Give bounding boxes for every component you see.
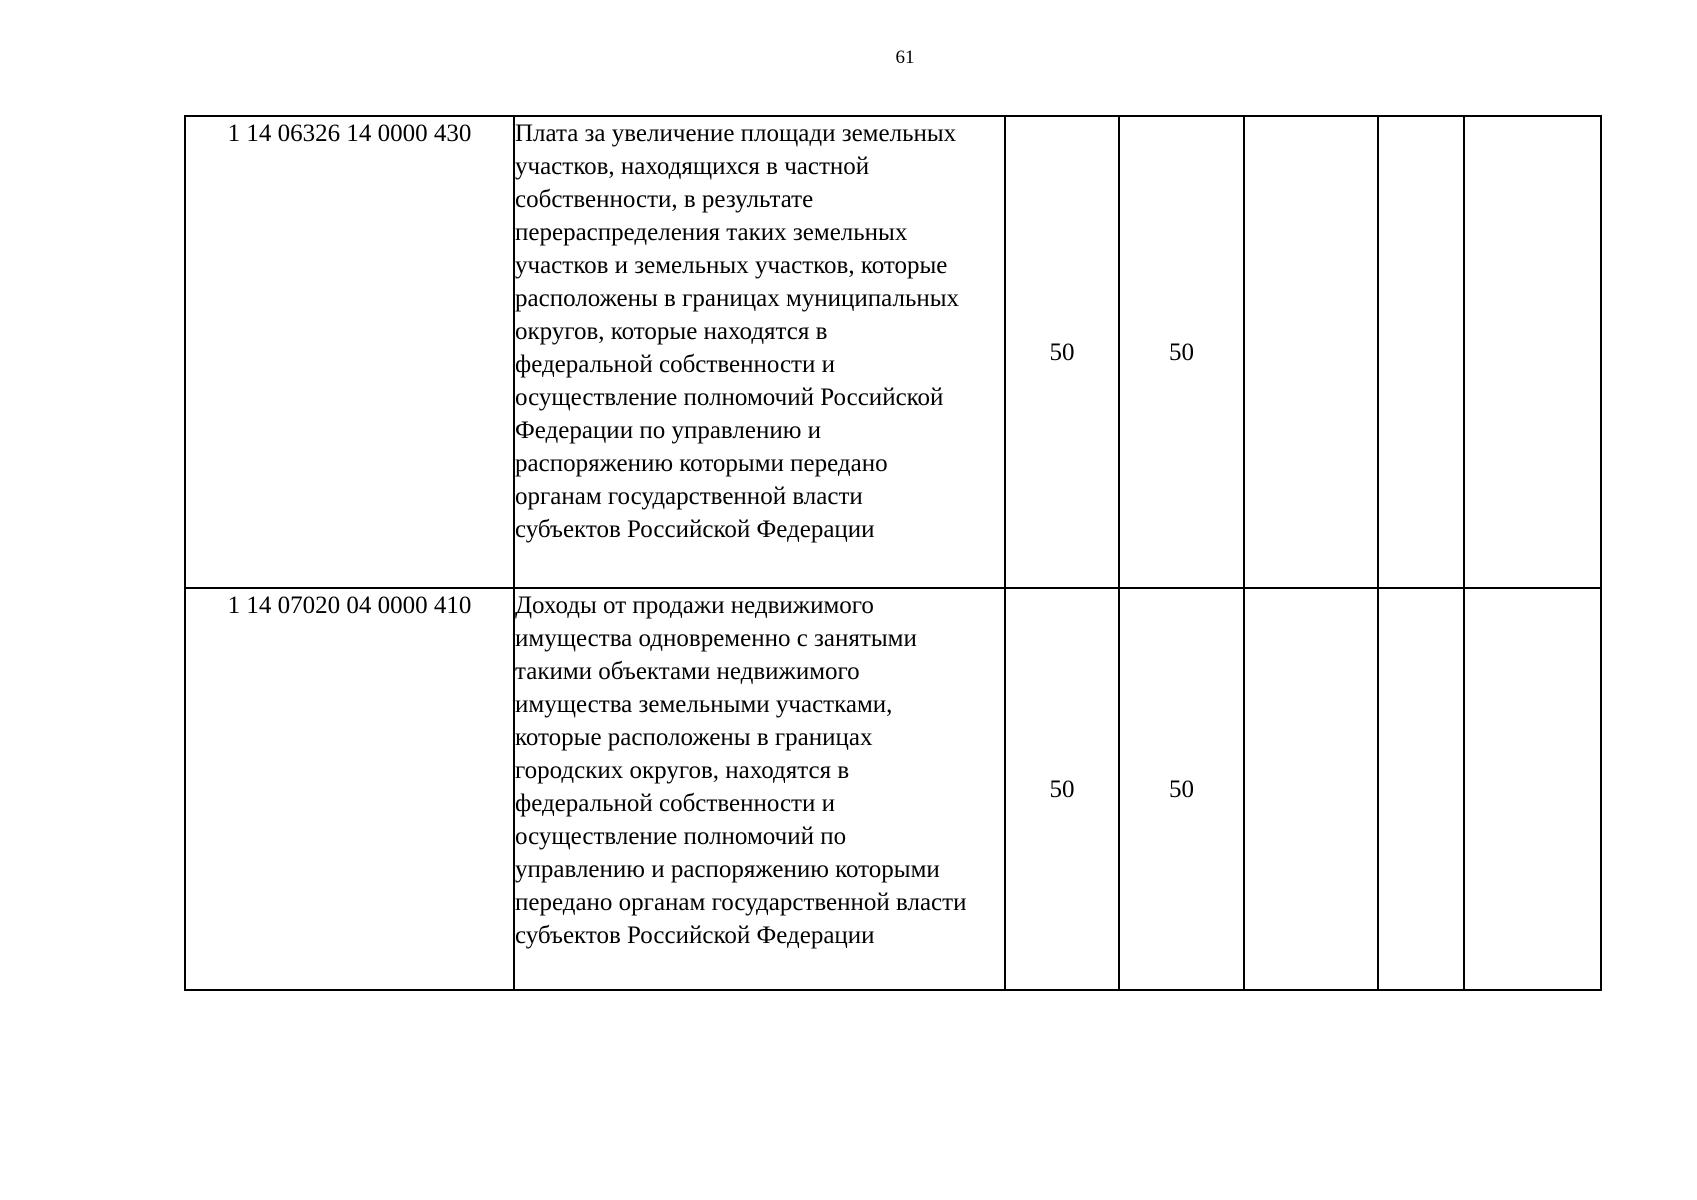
revenue-name-text: Плата за увеличение площади земельных участков, находящихся в частной собственности, в результате перераспределения таких земельных участков и земельных участков, которые расположены в границах муниципальных округов, которые находятся в федеральной собственности и осуществление полномочий Российской Федерации по управлению и распоряжению которыми передано органам государственной власти субъектов Российской Федерации <box>515 120 960 543</box>
value-cell-3 <box>1244 116 1378 588</box>
value-cell-2: 50 <box>1119 116 1244 588</box>
revenue-code-cell: 1 14 07020 04 0000 410 <box>185 588 514 990</box>
value-cell-2: 50 <box>1119 588 1244 990</box>
revenue-name-cell <box>514 588 1005 990</box>
revenue-distribution-table <box>184 115 1602 991</box>
value-cell-1: 50 <box>1005 116 1119 588</box>
value-cell-4 <box>1378 116 1464 588</box>
revenue-code-cell: 1 14 06326 14 0000 430 <box>185 116 514 588</box>
value-cell-5 <box>1464 116 1601 588</box>
revenue-name-cell <box>514 116 1005 588</box>
value-cell-3 <box>1244 588 1378 990</box>
value-cell-1: 50 <box>1005 588 1119 990</box>
revenue-name-text: Доходы от продажи недвижимого имущества одновременно с занятыми такими объектами недвижимого имущества земельными участками, которые расположены в границах городских округов, находятся в федеральной собственности и осуществление полномочий по управлению и распоряжению которыми передано органам государственной власти субъектов Российской Федерации <box>515 592 967 949</box>
table-row <box>185 116 1601 588</box>
page-number: 61 <box>895 47 915 68</box>
value-cell-4 <box>1378 588 1464 990</box>
table-row <box>185 588 1601 990</box>
value-cell-5 <box>1464 588 1601 990</box>
